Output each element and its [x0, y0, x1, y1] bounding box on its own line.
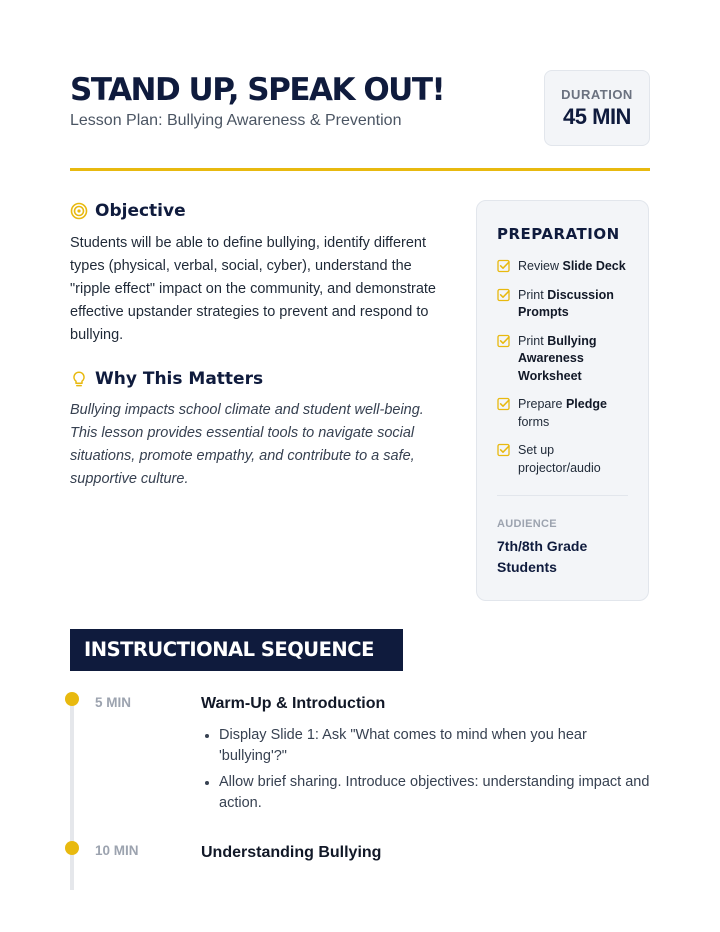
checkbox-icon: [497, 334, 511, 348]
timeline-dot: [65, 841, 79, 855]
preparation-divider: [497, 495, 628, 496]
list-item: Print Discussion Prompts: [497, 287, 628, 322]
objective-heading: [70, 201, 186, 221]
why-text: Bullying impacts school climate and student well-being. This lesson provides essential tools to navigate social situations, promote empathy, and contribute to a safe, supportive culture.: [70, 402, 424, 487]
checkbox-icon: [497, 288, 511, 302]
duration-label: DURATION: [561, 87, 633, 102]
step-title: Understanding Bullying: [201, 844, 382, 861]
why-heading-text: Why This Matters: [95, 369, 264, 389]
page-title: STAND UP, SPEAK OUT!: [70, 72, 445, 108]
preparation-title: PREPARATION: [497, 225, 620, 243]
timeline-dot: [65, 692, 79, 706]
why-heading: [70, 369, 263, 389]
checkbox-icon: [497, 397, 511, 411]
step-time: 10 MIN: [95, 843, 139, 858]
list-item: Review Slide Deck: [497, 258, 628, 276]
objective-heading-text: Objective: [95, 201, 186, 221]
preparation-panel: [476, 200, 649, 601]
objective-text: Students will be able to define bullying, identify different types (physical, verbal, social, cyber), understand the "ripple effect" impact on the community, and demonstrate effective upstander strategies to prevent and respond to bullying.: [70, 235, 436, 343]
duration-card: [544, 70, 650, 146]
timeline-line: [70, 700, 74, 890]
list-item: Prepare Pledge forms: [497, 396, 628, 431]
list-item: Display Slide 1: Ask "What comes to mind when you hear 'bullying'?": [201, 725, 650, 767]
preparation-list: [497, 258, 628, 477]
audience-label: AUDIENCE: [497, 518, 557, 530]
audience-value: 7th/8th Grade Students: [497, 538, 588, 575]
header-divider: [70, 168, 650, 171]
sequence-title: INSTRUCTIONAL SEQUENCE: [70, 629, 403, 671]
step-title: Warm-Up & Introduction: [201, 695, 386, 712]
page-subtitle: Lesson Plan: Bullying Awareness & Prevention: [70, 112, 402, 129]
lesson-header: [70, 70, 650, 150]
duration-value: 45 MIN: [563, 104, 631, 129]
target-icon: [70, 202, 88, 220]
list-item: Print Bullying Awareness Worksheet: [497, 333, 628, 386]
step-bullets: [201, 725, 650, 819]
list-item: Allow brief sharing. Introduce objectives: understanding impact and action.: [201, 772, 650, 814]
list-item: Set up projector/audio: [497, 442, 628, 477]
checkbox-icon: [497, 443, 511, 457]
checkbox-icon: [497, 259, 511, 273]
lightbulb-icon: [70, 370, 88, 388]
step-time: 5 MIN: [95, 695, 132, 710]
